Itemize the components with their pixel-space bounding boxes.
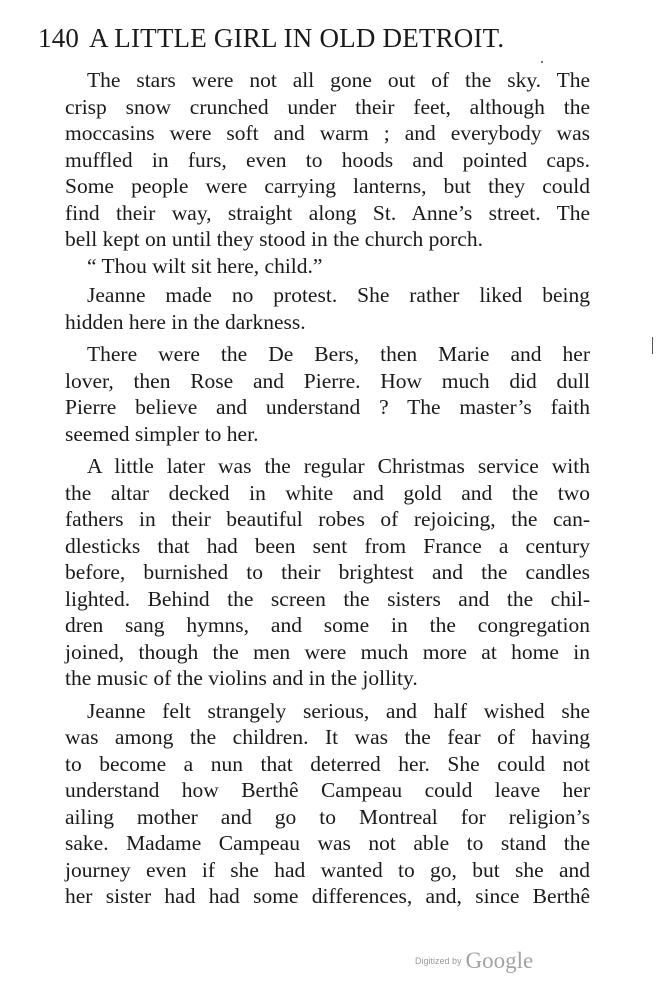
- google-logo: Google: [465, 948, 534, 973]
- text-line: lover, then Rose and Pierre. How much did dull: [65, 368, 590, 393]
- text-line: sake. Madame Campeau was not able to stand the: [65, 831, 590, 855]
- page-number: 140: [38, 23, 80, 53]
- text-line: Pierre believe and understand ? The master’s faith: [65, 395, 590, 419]
- text-line: Jeanne felt strangely serious, and half wished she: [87, 698, 590, 723]
- text-line: journey even if she had wanted to go, but she and: [65, 857, 590, 882]
- paragraph: [65, 253, 590, 280]
- text-line: ailing mother and go to Montreal for religion’s: [65, 804, 590, 829]
- text-line: There were the De Bers, then Marie and her: [87, 342, 590, 366]
- text-line: Jeanne made no protest. She rather liked being: [87, 283, 590, 307]
- text-line: moccasins were soft and warm ; and everybody was: [65, 121, 590, 145]
- text-line: the altar decked in white and gold and the two: [65, 480, 590, 505]
- running-title: A LITTLE GIRL IN OLD DETROIT.: [89, 23, 505, 53]
- text-line: was among the children. It was the fear of having: [65, 725, 590, 749]
- text-line: A little later was the regular Christmas service with: [87, 454, 590, 478]
- paragraph: [65, 341, 590, 447]
- text-line: dren sang hymns, and some in the congregation: [65, 613, 590, 637]
- watermark-prefix: Digitized by: [415, 956, 462, 966]
- text-line: find their way, straight along St. Anne’s street. The: [65, 200, 590, 225]
- text-line: dlesticks that had been sent from France a century: [65, 533, 590, 558]
- digitized-by-watermark: [415, 948, 533, 974]
- text-line: understand how Berthê Campeau could leave her: [65, 778, 590, 802]
- text-line: fathers in their beautiful robes of rejoicing, the can-: [65, 507, 590, 531]
- text-line: The stars were not all gone out of the sky. The: [87, 68, 590, 92]
- text-line: joined, though the men were much more at home in: [65, 639, 590, 664]
- text-line: lighted. Behind the screen the sisters and the chil-: [65, 586, 590, 611]
- text-line: seemed simpler to her.: [65, 421, 259, 446]
- paragraph: [65, 282, 590, 335]
- text-line: bell kept on until they stood in the church porch.: [65, 227, 483, 251]
- text-line: to become a nun that deterred her. She could not: [65, 751, 590, 776]
- text-line: her sister had had some differences, and, since Berthê: [65, 884, 590, 908]
- paragraph: [65, 453, 590, 692]
- text-line: crisp snow crunched under their feet, although the: [65, 94, 590, 119]
- scan-speck: [541, 61, 543, 63]
- text-line: Some people were carrying lanterns, but they could: [65, 174, 590, 198]
- running-header: [38, 22, 598, 54]
- text-line: the music of the violins and in the jollity.: [65, 666, 418, 690]
- body-text: [65, 67, 590, 910]
- text-line: before, burnished to their brightest and the candles: [65, 560, 590, 584]
- paragraph: [65, 698, 590, 910]
- text-line: “ Thou wilt sit here, child.”: [87, 253, 323, 278]
- text-line: muffled in furs, even to hoods and pointed caps.: [65, 147, 590, 172]
- paragraph: [65, 67, 590, 253]
- scan-edge-mark: [652, 337, 653, 354]
- text-line: hidden here in the darkness.: [65, 309, 306, 334]
